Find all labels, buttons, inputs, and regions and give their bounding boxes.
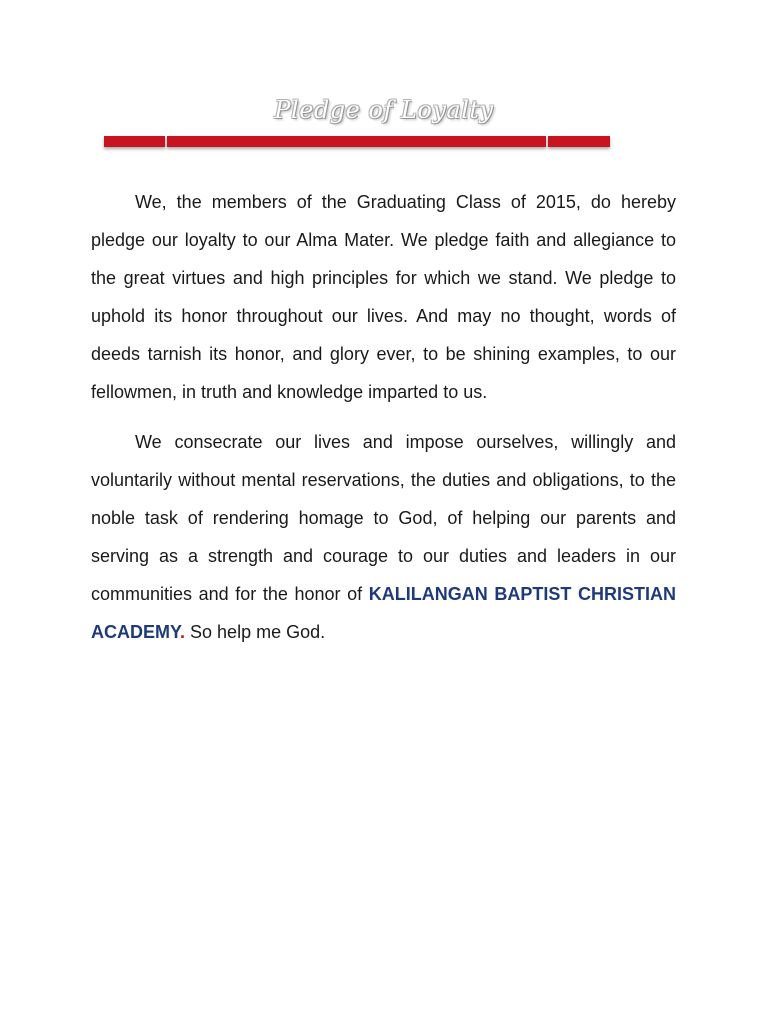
page-title: Pledge of Loyalty xyxy=(274,96,494,124)
school-name: KALILANGAN BAPTIST CHRISTIAN ACADEMY xyxy=(91,584,676,642)
school-name-period: . xyxy=(180,622,186,642)
pledge-body xyxy=(91,183,676,651)
title-underline-left-segment xyxy=(104,136,165,147)
pledge-paragraph-2 xyxy=(91,423,676,651)
title-underline-right-segment xyxy=(548,136,610,147)
closing-phrase: So help me God. xyxy=(185,622,326,642)
title-underline-middle-segment xyxy=(167,136,546,147)
pledge-paragraph-2-text: We consecrate our lives and impose ourselves, willingly and voluntarily without mental reservations, the duties and obligations, to the noble task of rendering homage to God, of helping our parents and serving as a strength and courage to our duties and leaders in our communities and for the honor of xyxy=(91,432,676,604)
pledge-paragraph-1: We, the members of the Graduating Class of 2015, do hereby pledge our loyalty to our Alma Mater. We pledge faith and allegiance to the great virtues and high principles for which we stand. We pledge to uphold its honor throughout our lives. And may no thought, words of deeds tarnish its honor, and glory ever, to be shining examples, to our fellowmen, in truth and knowledge imparted to us. xyxy=(91,192,676,402)
